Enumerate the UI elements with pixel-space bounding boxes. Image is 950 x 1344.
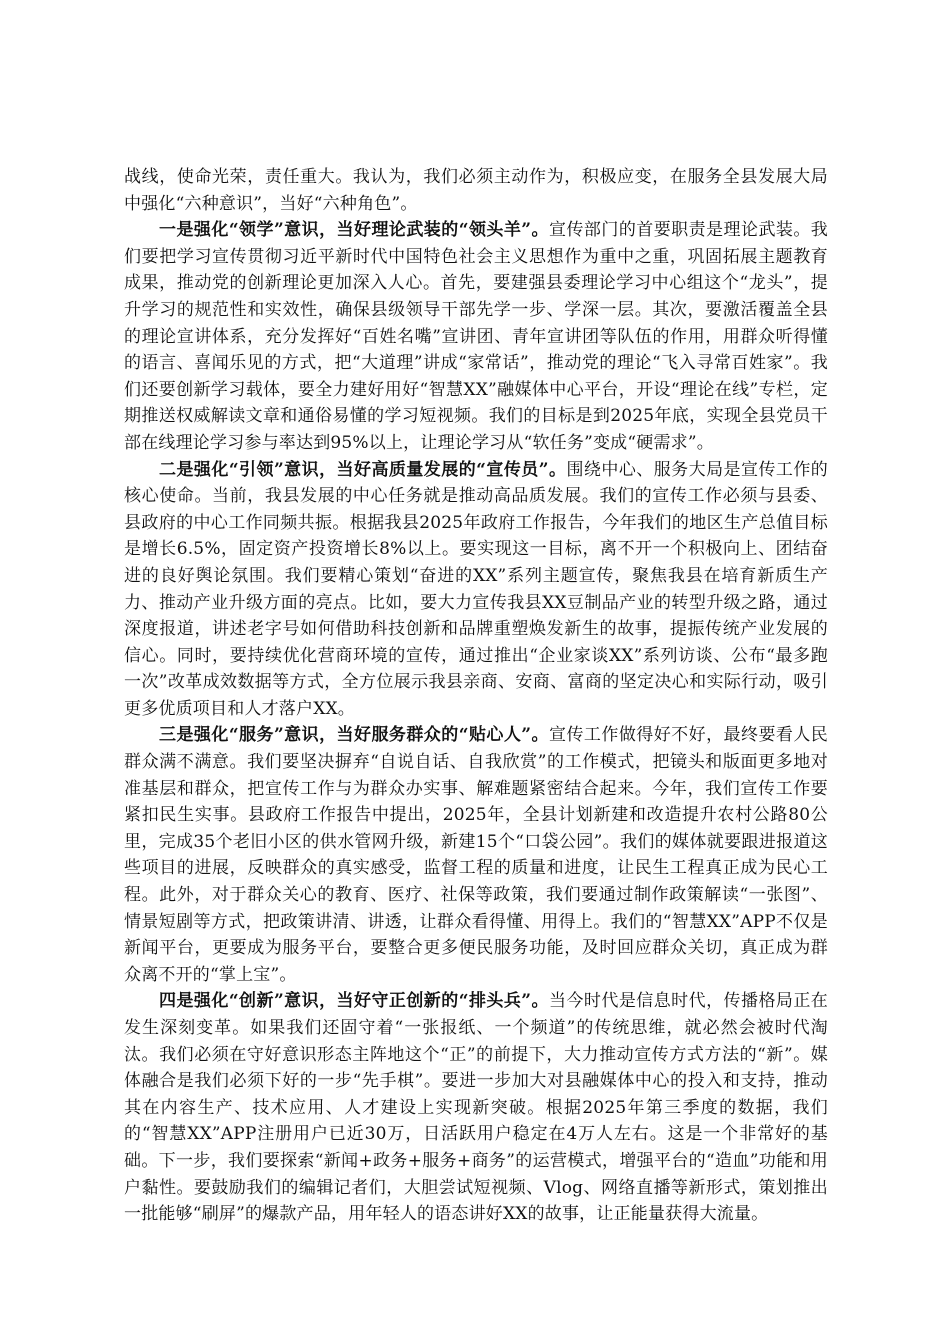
- paragraph-3-text: 宣传工作做得好不好，最终要看人民群众满不满意。我们要坚决摒弃“自说自话、自我欣赏”的工作模式，把镜头和版面更多地对准基层和群众，把宣传工作与为群众办实事、解难题紧密结合起来。今年，我们宣传工作要紧扣民生实事。县政府工作报告中提出，2025年，全县计划新建和改造提升农村公路80公里，完成35个老旧小区的供水管网升级，新建15个“口袋公园”。我们的媒体就要跟进报道这些项目的进展，反映群众的真实感受，监督工程的质量和进度，让民生工程真正成为民心工程。此外，对于群众关心的教育、医疗、社保等政策，我们要通过制作政策解读“一张图”、情景短剧等方式，把政策讲清、讲透，让群众看得懂、用得上。我们的“智慧XX”APP不仅是新闻平台，更要成为服务平台，要整合更多便民服务功能，及时回应群众关切，真正成为群众离不开的“掌上宝”。: [124, 725, 828, 985]
- paragraph-1-text: 宣传部门的首要职责是理论武装。我们要把学习宣传贯彻习近平新时代中国特色社会主义思想作为重中之重，巩固拓展主题教育成果，推动党的创新理论更加深入人心。首先，要建强县委理论学习中心组这个“龙头”，提升学习的规范性和实效性，确保县级领导干部先学一步、学深一层。其次，要激活覆盖全县的理论宣讲体系，充分发挥好“百姓名嘴”宣讲团、青年宣讲团等队伍的作用，用群众听得懂的语言、喜闻乐见的方式，把“大道理”讲成“家常话”，推动党的理论“飞入寻常百姓家”。我们还要创新学习载体，要全力建好用好“智慧XX”融媒体中心平台，开设“理论在线”专栏，定期推送权威解读文章和通俗易懂的学习短视频。我们的目标是到2025年底，实现全县党员干部在线理论学习参与率达到95%以上，让理论学习从“软任务”变成“硬需求”。: [124, 220, 828, 453]
- paragraph-4: [124, 988, 828, 1227]
- paragraph-3: [124, 722, 828, 988]
- paragraph-1: [124, 217, 828, 456]
- paragraph-3-heading: 三是强化“服务”意识，当好服务群众的“贴心人”。: [159, 725, 549, 746]
- paragraph-4-text: 当今时代是信息时代，传播格局正在发生深刻变革。如果我们还固守着“一张报纸、一个频道”的传统思维，就必然会被时代淘汰。我们必须在守好意识形态主阵地这个“正”的前提下，大力推动宣传方式方法的“新”。媒体融合是我们必须下好的一步“先手棋”。要进一步加大对县融媒体中心的投入和支持，推动其在内容生产、技术应用、人才建设上实现新突破。根据2025年第三季度的数据，我们的“智慧XX”APP注册用户已近30万，日活跃用户稳定在4万人左右。这是一个非常好的基础。下一步，我们要探索“新闻+政务+服务+商务”的运营模式，增强平台的“造血”功能和用户黏性。要鼓励我们的编辑记者们，大胆尝试短视频、Vlog、网络直播等新形式，策划推出一批能够“刷屏”的爆款产品，用年轻人的语态讲好XX的故事，让正能量获得大流量。: [124, 991, 828, 1225]
- paragraph-4-heading: 四是强化“创新”意识，当好守正创新的“排头兵”。: [159, 991, 549, 1012]
- intro-paragraph: 战线，使命光荣，责任重大。我认为，我们必须主动作为，积极应变，在服务全县发展大局中强化“六种意识”，当好“六种角色”。: [124, 167, 828, 214]
- paragraph-2-heading: 二是强化“引领”意识，当好高质量发展的“宣传员”。: [159, 459, 567, 480]
- paragraph-2: [124, 457, 828, 723]
- document-body: [124, 164, 828, 1228]
- paragraph-2-text: 围绕中心、服务大局是宣传工作的核心使命。当前，我县发展的中心任务就是推动高品质发展。我们的宣传工作必须与县委、县政府的中心工作同频共振。根据我县2025年政府工作报告，今年我们的地区生产总值目标是增长6.5%，固定资产投资增长8%以上。要实现这一目标，离不开一个积极向上、团结奋进的良好舆论氛围。我们要精心策划“奋进的XX”系列主题宣传，聚焦我县在培育新质生产力、推动产业升级方面的亮点。比如，要大力宣传我县XX豆制品产业的转型升级之路，通过深度报道，讲述老字号如何借助科技创新和品牌重塑焕发新生的故事，提振传统产业发展的信心。同时，要持续优化营商环境的宣传，通过推出“企业家谈XX”系列访谈、公布“最多跑一次”改革成效数据等方式，全方位展示我县亲商、安商、富商的坚定决心和实际行动，吸引更多优质项目和人才落户XX。: [124, 459, 828, 719]
- paragraph-1-heading: 一是强化“领学”意识，当好理论武装的“领头羊”。: [159, 220, 549, 241]
